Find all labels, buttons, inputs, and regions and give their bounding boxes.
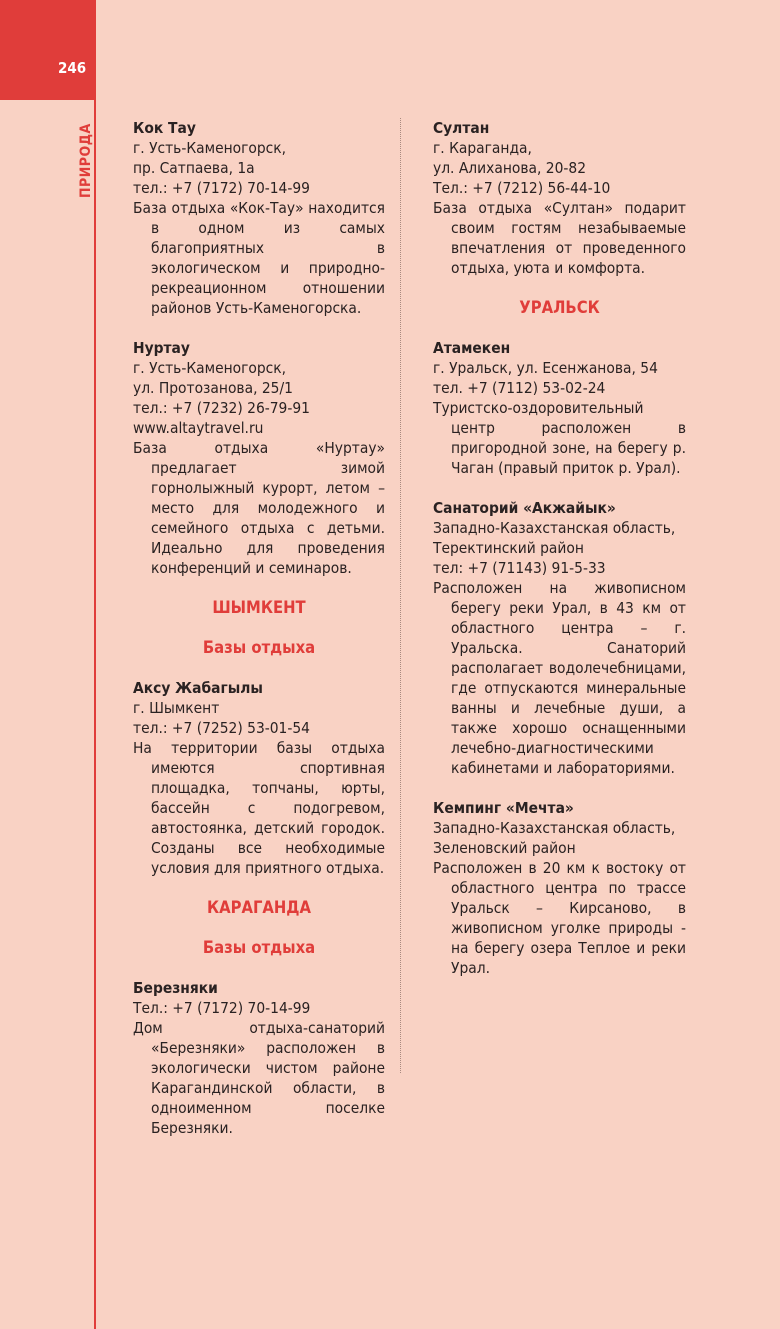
- entry-mechta: [433, 798, 686, 978]
- entry-description: Расположен в 20 км к востоку от областного центра по трассе Уральск – Кирсаново, в живописном уголке природы - на берегу озера Теплое и реки Урал.: [433, 859, 686, 977]
- entry-address: г. Уральск, ул. Есенжанова, 54: [433, 359, 658, 377]
- column-divider: [400, 118, 401, 1073]
- entry-address: Теректинский район: [433, 539, 584, 557]
- entry-description: Расположен на живописном берегу реки Урал, в 43 км от областного центра – г. Уральска. Санаторий располагает водолечебницами, где отпускаются минеральные ванны и лечебные души, а также хорошо оснащенными лечебно-диагностическими кабинетами и лабораториями.: [433, 579, 686, 777]
- entry-address: пр. Сатпаева, 1а: [133, 159, 255, 177]
- entry-phone: Тел.: +7 (7212) 56-44-10: [433, 179, 611, 197]
- entry-nurtau: [133, 338, 385, 578]
- entry-akzhaiyk: [433, 498, 686, 778]
- entry-sultan: [433, 118, 686, 278]
- city-heading-uralsk: УРАЛЬСК: [519, 298, 600, 317]
- entry-description: База отдыха «Султан» подарит своим гостям незабываемые впечатления от проведенного отдыха, уюта и комфорта.: [433, 199, 686, 277]
- entry-description: На территории базы отдыха имеются спортивная площадка, топчаны, юрты, бассейн с подогревом, автостоянка, детский городок. Созданы все необходимые условия для приятного отдыха.: [133, 739, 385, 877]
- entry-phone: тел.: +7 (7232) 26-79-91: [133, 399, 310, 417]
- section-label: ПРИРОДА: [78, 123, 94, 198]
- right-column: [433, 118, 686, 978]
- subheading-recreation-bases: Базы отдыха: [202, 638, 316, 657]
- page-corner-tab: [0, 0, 96, 100]
- entry-address: Западно-Казахстанская область,: [433, 519, 676, 537]
- entry-phone: тел: +7 (71143) 91-5-33: [433, 559, 606, 577]
- entry-title: Кок Тау: [133, 119, 196, 137]
- entry-title: Кемпинг «Мечта»: [433, 799, 574, 817]
- city-heading-karaganda: КАРАГАНДА: [206, 898, 312, 917]
- entry-title: Березняки: [133, 979, 218, 997]
- entry-title: Султан: [433, 119, 490, 137]
- entry-title: Санаторий «Акжайык»: [433, 499, 616, 517]
- entry-address: ул. Протозанова, 25/1: [133, 379, 293, 397]
- entry-phone: тел.: +7 (7252) 53-01-54: [133, 719, 310, 737]
- city-heading-shymkent: ШЫМКЕНТ: [212, 598, 306, 617]
- entry-title: Атамекен: [433, 339, 511, 357]
- page-number: 246: [58, 59, 87, 77]
- subheading-recreation-bases: Базы отдыха: [202, 938, 316, 957]
- entry-kok-tau: [133, 118, 385, 318]
- entry-address: Зеленовский район: [433, 839, 576, 857]
- left-column: [133, 118, 385, 1138]
- entry-phone: тел. +7 (7112) 53-02-24: [433, 379, 606, 397]
- entry-description: Дом отдыха-санаторий «Березняки» расположен в экологически чистом районе Карагандинской области, в одноименном поселке Березняки.: [133, 1019, 385, 1137]
- entry-description: База отдыха «Кок-Тау» находится в одном из самых благоприятных в экологическом и природно-рекреационном отношении районов Усть-Каменогорска.: [133, 199, 385, 317]
- entry-phone: тел.: +7 (7172) 70-14-99: [133, 179, 310, 197]
- entry-aksu-zhabagly: [133, 678, 385, 878]
- entry-address: г. Усть-Каменогорск,: [133, 359, 287, 377]
- entry-address: Западно-Казахстанская область,: [433, 819, 676, 837]
- entry-address: ул. Алиханова, 20-82: [433, 159, 587, 177]
- entry-address: г. Караганда,: [433, 139, 532, 157]
- entry-bereznyaki: [133, 978, 385, 1138]
- entry-address: г. Усть-Каменогорск,: [133, 139, 287, 157]
- entry-address: г. Шымкент: [133, 699, 220, 717]
- entry-atameken: [433, 338, 686, 478]
- margin-rule: [94, 100, 96, 1329]
- entry-title: Нуртау: [133, 339, 190, 357]
- entry-description: База отдыха «Нуртау» предлагает зимой горнолыжный курорт, летом – место для молодежного и семейного отдыха с детьми. Идеально для проведения конференций и семинаров.: [133, 439, 385, 577]
- entry-phone: Тел.: +7 (7172) 70-14-99: [133, 999, 311, 1017]
- entry-description: Туристско-оздоровительный центр расположен в пригородной зоне, на берегу р. Чаган (правый приток р. Урал).: [433, 399, 686, 477]
- entry-website: www.altaytravel.ru: [133, 419, 264, 437]
- entry-title: Аксу Жабагылы: [133, 679, 263, 697]
